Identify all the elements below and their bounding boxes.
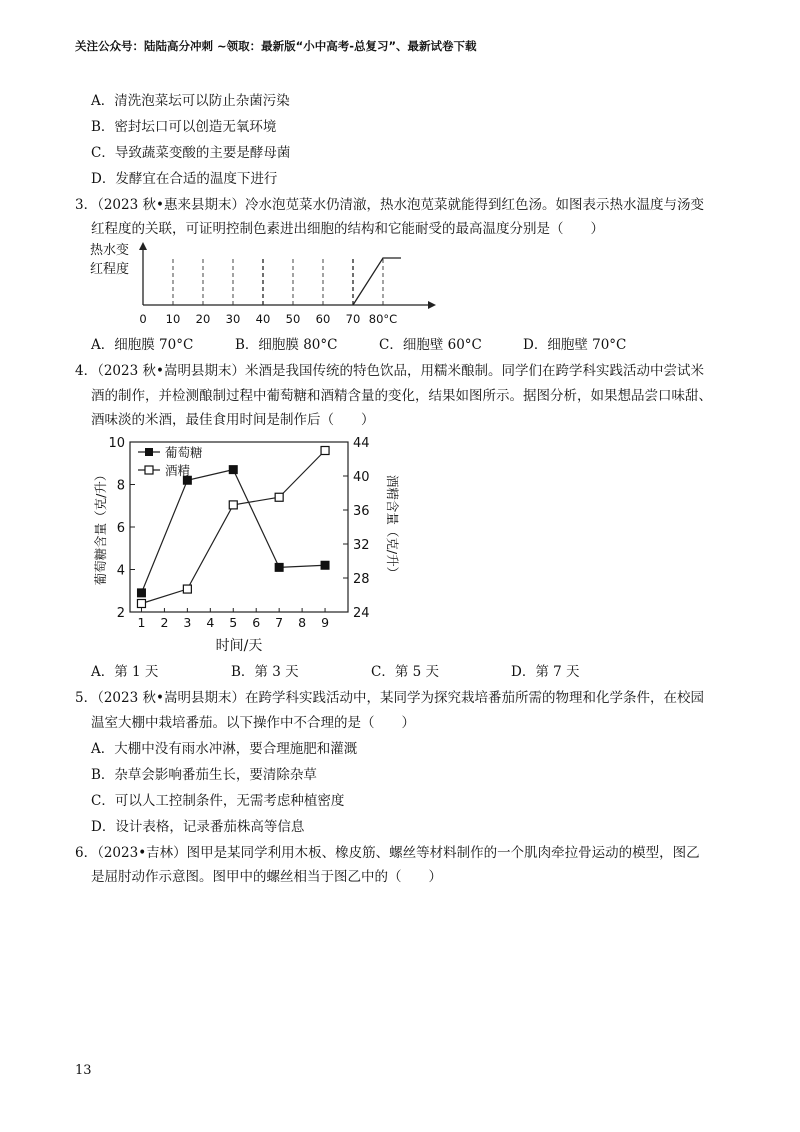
x-tick-label: 30	[225, 312, 241, 326]
q2-option-b: B．密封坛口可以创造无氧环境	[91, 119, 277, 135]
x-axis-arrow	[428, 301, 436, 309]
x-tick-label: 60	[315, 312, 331, 326]
x-tick-label: 50	[285, 312, 301, 326]
y-tick-label-right: 40	[353, 470, 370, 485]
q2-option-a: A．清洗泡菜坛可以防止杂菌污染	[91, 93, 290, 109]
q3-option-d: D．细胞壁 70°C	[523, 337, 627, 353]
y-axis-label-line1: 热水变	[90, 243, 130, 258]
x-tick-label: 40	[255, 312, 271, 326]
q3-stem-line2: 红程度的关联，可证明控制色素进出细胞的结构和它能耐受的最高温度分别是（ ）	[91, 221, 604, 237]
glucose-point	[321, 561, 329, 569]
x-tick-label: 80°C	[368, 312, 398, 326]
q3-option-c: C．细胞壁 60°C	[379, 337, 482, 353]
q2-option-c: C．导致蔬菜变酸的主要是酵母菌	[91, 145, 291, 161]
y-tick-label-right: 36	[353, 504, 370, 519]
q4-stem-line1: 4．（2023 秋•嵩明县期末）米酒是我国传统的特色饮品，用糯米酿制。同学们在跨学科实践活动中尝试米	[75, 363, 704, 379]
q5-option-b: B．杂草会影响番茄生长，要清除杂草	[91, 767, 317, 783]
y-tick-label-left: 8	[116, 478, 125, 494]
q6-stem-line2: 是屈肘动作示意图。图甲中的螺丝相当于图乙中的（ ）	[91, 869, 442, 885]
q4-option-b: B．第 3 天	[231, 664, 299, 680]
y-tick-label-left: 2	[116, 606, 125, 621]
y-tick-label-left: 4	[116, 563, 125, 579]
q4-option-a: A．第 1 天	[91, 664, 159, 680]
q4-stem-line3: 酒味淡的米酒，最佳食用时间是制作后（ ）	[91, 412, 375, 428]
alcohol-point	[275, 493, 283, 501]
q2-option-d: D．发酵宜在合适的温度下进行	[91, 171, 278, 187]
x-tick-label: 5	[229, 615, 238, 630]
alcohol-point	[137, 600, 145, 608]
y-axis-arrow	[139, 242, 147, 250]
redness-series-line	[353, 258, 401, 305]
x-tick-label: 9	[321, 615, 330, 630]
x-tick-label: 20	[195, 312, 211, 326]
q5-option-c: C．可以人工控制条件，无需考虑种植密度	[91, 793, 345, 809]
x-tick-label: 1	[137, 615, 146, 630]
alcohol-point	[229, 501, 237, 509]
y-tick-label-right: 32	[353, 538, 370, 553]
y-tick-label-left: 6	[116, 521, 125, 536]
q3-option-a: A．细胞膜 70°C	[91, 337, 194, 353]
y-tick-label-right: 24	[353, 606, 370, 621]
plot-frame	[130, 442, 348, 612]
temperature-chart	[88, 238, 448, 333]
y-tick-label-right: 28	[353, 572, 370, 587]
legend-alcohol-label: 酒精	[165, 463, 191, 478]
y-axis-title-right: 酒精含量（克/升）	[385, 474, 400, 580]
x-tick-label: 3	[183, 615, 192, 630]
q5-option-d: D．设计表格，记录番茄株高等信息	[91, 819, 305, 835]
y-tick-label-right: 44	[353, 436, 370, 451]
glucose-point	[137, 589, 145, 597]
q4-option-c: C．第 5 天	[371, 664, 440, 680]
page-header: 关注公众号：陆陆高分冲刺 ~领取：最新版“小中高考-总复习”、最新试卷下载	[75, 39, 477, 53]
q3-stem-line1: 3．（2023 秋•惠来县期末）冷水泡苋菜水仍清澈，热水泡苋菜就能得到红色汤。如图表示热水温度与汤变	[75, 197, 704, 213]
x-tick-label: 8	[298, 615, 307, 630]
glucose-series-line	[141, 470, 325, 593]
x-tick-label: 6	[252, 615, 261, 630]
q6-stem-line1: 6．（2023•吉林）图甲是某同学利用木板、橡皮筋、螺丝等材料制作的一个肌肉牵拉骨运动的模型，图乙	[75, 845, 700, 861]
x-tick-label: 4	[206, 615, 215, 630]
y-tick-label-left: 10	[108, 436, 125, 451]
q5-stem-line1: 5．（2023 秋•嵩明县期末）在跨学科实践活动中，某同学为探究栽培番茄所需的物理和化学条件，在校园	[75, 690, 704, 706]
y-axis-label-line2: 红程度	[90, 262, 130, 277]
y-axis-title-left: 葡萄糖含量（克/升）	[93, 468, 108, 586]
alcohol-point	[183, 585, 191, 593]
x-tick-label: 2	[160, 615, 169, 630]
q4-stem-line2: 酒的制作，并检测酿制过程中葡萄糖和酒精含量的变化，结果如图所示。据图分析，如果想品尝口味甜、	[91, 388, 712, 404]
x-axis-title: 时间/天	[215, 638, 263, 654]
page-number: 13	[75, 1063, 92, 1078]
rice-wine-chart	[85, 432, 405, 664]
legend-glucose-label: 葡萄糖	[165, 445, 203, 460]
legend-glucose-marker	[145, 448, 153, 456]
x-tick-label: 7	[275, 615, 284, 630]
glucose-point	[275, 563, 283, 571]
q4-option-d: D．第 7 天	[511, 664, 580, 680]
glucose-point	[229, 466, 237, 474]
x-tick-label: 0	[139, 312, 147, 326]
q5-stem-line2: 温室大棚中栽培番茄。以下操作中不合理的是（ ）	[91, 715, 415, 731]
x-tick-label: 70	[345, 312, 361, 326]
legend-alcohol-marker	[145, 466, 153, 474]
alcohol-point	[321, 447, 329, 455]
q5-option-a: A．大棚中没有雨水冲淋，要合理施肥和灌溉	[91, 741, 358, 757]
q3-option-b: B．细胞膜 80°C	[235, 337, 338, 353]
x-tick-label: 10	[165, 312, 181, 326]
